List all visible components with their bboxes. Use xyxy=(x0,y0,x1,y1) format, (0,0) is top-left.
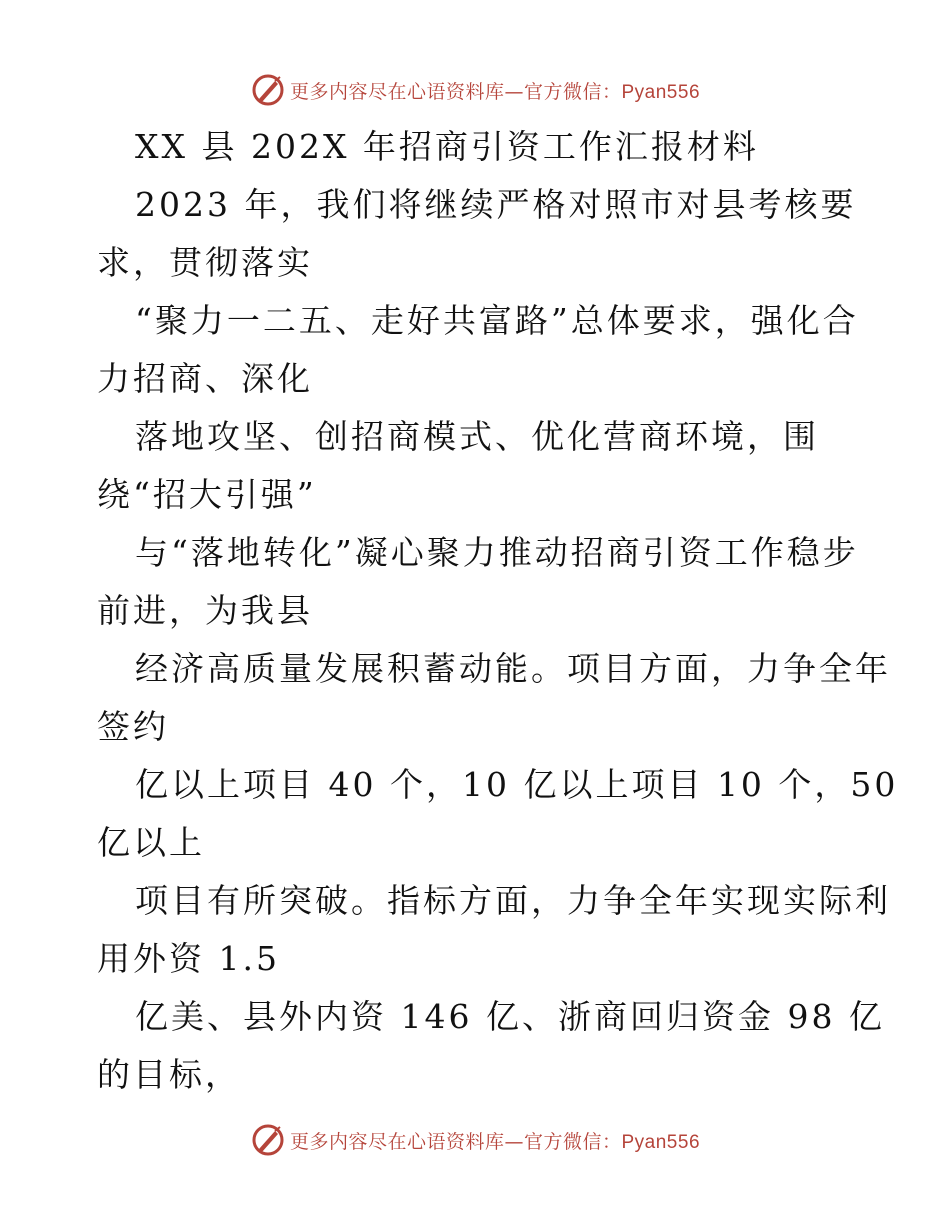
footer-watermark xyxy=(0,1120,950,1160)
paragraph-line: 签约 xyxy=(97,707,169,746)
paragraph-line: 亿以上 xyxy=(97,823,205,862)
watermark-label: 更多内容尽在心语资料库—官方微信： xyxy=(289,80,622,103)
paragraph-line: 前进，为我县 xyxy=(97,591,313,630)
watermark-label: 更多内容尽在心语资料库—官方微信： xyxy=(289,1130,622,1153)
paragraph-line: 2023 年，我们将继续严格对照市对县考核要 xyxy=(135,185,857,224)
paragraph-line: 亿以上项目 40 个，10 亿以上项目 10 个，50 xyxy=(135,765,899,804)
paragraph-line: 亿美、县外内资 146 亿、浙商回归资金 98 亿 xyxy=(135,997,885,1036)
paragraph-line: 求，贯彻落实 xyxy=(97,243,313,282)
paragraph-line: 落地攻坚、创招商模式、优化营商环境，围 xyxy=(135,417,819,456)
watermark-wechat-id: Pyan556 xyxy=(621,1131,701,1153)
header-watermark xyxy=(0,70,950,110)
paragraph-line: “聚力一二五、走好共富路”总体要求，强化合 xyxy=(135,301,859,340)
paragraph-line: 绕“招大引强” xyxy=(97,475,317,514)
paragraph-line: 的目标， xyxy=(97,1055,241,1094)
paragraph-line: 力招商、深化 xyxy=(97,359,313,398)
pen-circle-logo-icon xyxy=(250,1122,286,1158)
paragraph-line: 与“落地转化”凝心聚力推动招商引资工作稳步 xyxy=(135,533,859,572)
paragraph-line: 项目有所突破。指标方面，力争全年实现实际利 xyxy=(135,881,891,920)
paragraph-line: 用外资 1.5 xyxy=(97,939,280,978)
pen-circle-logo-icon xyxy=(250,72,286,108)
watermark-text xyxy=(290,77,700,104)
watermark-wechat-id: Pyan556 xyxy=(621,81,701,103)
paragraph-line: 经济高质量发展积蓄动能。项目方面，力争全年 xyxy=(135,649,891,688)
document-title: XX 县 202X 年招商引资工作汇报材料 xyxy=(135,127,759,166)
watermark-text xyxy=(290,1127,700,1154)
